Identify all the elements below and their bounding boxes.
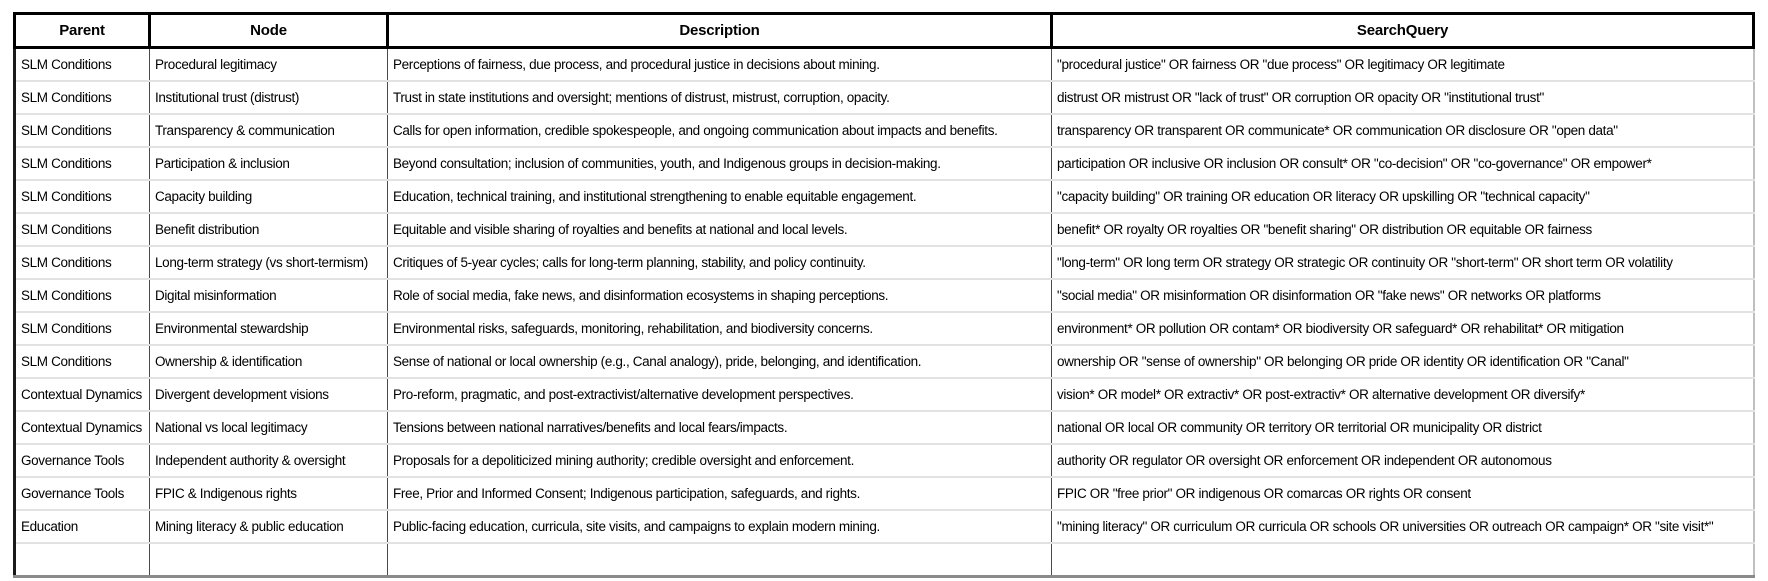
cell-description[interactable]: Tensions between national narratives/benefits and local fears/impacts. bbox=[388, 411, 1052, 444]
cell-description[interactable]: Perceptions of fairness, due process, and procedural justice in decisions about mining. bbox=[388, 48, 1052, 82]
table-row bbox=[15, 444, 1754, 477]
coding-scheme-table bbox=[13, 12, 1755, 578]
cell-parent[interactable]: Governance Tools bbox=[15, 444, 150, 477]
cell-searchquery[interactable]: benefit* OR royalty OR royalties OR "benefit sharing" OR distribution OR equitable OR fairness bbox=[1052, 213, 1754, 246]
cell-description[interactable]: Beyond consultation; inclusion of communities, youth, and Indigenous groups in decision-making. bbox=[388, 147, 1052, 180]
cell-description[interactable]: Trust in state institutions and oversight; mentions of distrust, mistrust, corruption, opacity. bbox=[388, 81, 1052, 114]
cell-searchquery[interactable] bbox=[1052, 543, 1754, 577]
cell-description[interactable]: Sense of national or local ownership (e.g., Canal analogy), pride, belonging, and identification. bbox=[388, 345, 1052, 378]
cell-parent[interactable]: SLM Conditions bbox=[15, 246, 150, 279]
cell-node[interactable]: Digital misinformation bbox=[150, 279, 388, 312]
cell-description[interactable] bbox=[388, 543, 1052, 577]
cell-description[interactable]: Public-facing education, curricula, site visits, and campaigns to explain modern mining. bbox=[388, 510, 1052, 543]
cell-description[interactable]: Proposals for a depoliticized mining authority; credible oversight and enforcement. bbox=[388, 444, 1052, 477]
cell-parent[interactable] bbox=[15, 543, 150, 577]
table-row bbox=[15, 114, 1754, 147]
cell-parent[interactable]: Contextual Dynamics bbox=[15, 411, 150, 444]
cell-node[interactable]: Benefit distribution bbox=[150, 213, 388, 246]
cell-searchquery[interactable]: environment* OR pollution OR contam* OR biodiversity OR safeguard* OR rehabilitat* OR mitigation bbox=[1052, 312, 1754, 345]
cell-description[interactable]: Education, technical training, and institutional strengthening to enable equitable engagement. bbox=[388, 180, 1052, 213]
header-row bbox=[15, 14, 1754, 48]
cell-parent[interactable]: SLM Conditions bbox=[15, 345, 150, 378]
cell-searchquery[interactable]: vision* OR model* OR extractiv* OR post-extractiv* OR alternative development OR diversify* bbox=[1052, 378, 1754, 411]
cell-parent[interactable]: SLM Conditions bbox=[15, 312, 150, 345]
cell-node[interactable]: Independent authority & oversight bbox=[150, 444, 388, 477]
cell-parent[interactable]: SLM Conditions bbox=[15, 180, 150, 213]
cell-node[interactable] bbox=[150, 543, 388, 577]
cell-parent[interactable]: Education bbox=[15, 510, 150, 543]
cell-parent[interactable]: SLM Conditions bbox=[15, 114, 150, 147]
cell-node[interactable]: Ownership & identification bbox=[150, 345, 388, 378]
cell-node[interactable]: Institutional trust (distrust) bbox=[150, 81, 388, 114]
table-row bbox=[15, 213, 1754, 246]
cell-searchquery[interactable]: FPIC OR "free prior" OR indigenous OR comarcas OR rights OR consent bbox=[1052, 477, 1754, 510]
cell-description[interactable]: Pro-reform, pragmatic, and post-extractivist/alternative development perspectives. bbox=[388, 378, 1052, 411]
cell-parent[interactable]: Contextual Dynamics bbox=[15, 378, 150, 411]
table-row bbox=[15, 81, 1754, 114]
cell-parent[interactable]: Governance Tools bbox=[15, 477, 150, 510]
table-row bbox=[15, 147, 1754, 180]
cell-node[interactable]: Long-term strategy (vs short-termism) bbox=[150, 246, 388, 279]
cell-parent[interactable]: SLM Conditions bbox=[15, 147, 150, 180]
cell-description[interactable]: Environmental risks, safeguards, monitoring, rehabilitation, and biodiversity concerns. bbox=[388, 312, 1052, 345]
cell-searchquery[interactable]: national OR local OR community OR territory OR territorial OR municipality OR district bbox=[1052, 411, 1754, 444]
cell-searchquery[interactable]: "social media" OR misinformation OR disinformation OR "fake news" OR networks OR platforms bbox=[1052, 279, 1754, 312]
cell-node[interactable]: Procedural legitimacy bbox=[150, 48, 388, 82]
cell-searchquery[interactable]: "procedural justice" OR fairness OR "due process" OR legitimacy OR legitimate bbox=[1052, 48, 1754, 82]
cell-searchquery[interactable]: authority OR regulator OR oversight OR enforcement OR independent OR autonomous bbox=[1052, 444, 1754, 477]
column-header-description[interactable]: Description bbox=[388, 14, 1052, 48]
table-row bbox=[15, 345, 1754, 378]
table-row bbox=[15, 411, 1754, 444]
cell-description[interactable]: Critiques of 5-year cycles; calls for long-term planning, stability, and policy continuity. bbox=[388, 246, 1052, 279]
cell-node[interactable]: Transparency & communication bbox=[150, 114, 388, 147]
cell-parent[interactable]: SLM Conditions bbox=[15, 81, 150, 114]
table-row bbox=[15, 510, 1754, 543]
cell-description[interactable]: Role of social media, fake news, and disinformation ecosystems in shaping perceptions. bbox=[388, 279, 1052, 312]
column-header-node[interactable]: Node bbox=[150, 14, 388, 48]
cell-searchquery[interactable]: "mining literacy" OR curriculum OR curricula OR schools OR universities OR outreach OR campaign* OR "site visit*" bbox=[1052, 510, 1754, 543]
cell-parent[interactable]: SLM Conditions bbox=[15, 213, 150, 246]
cell-description[interactable]: Equitable and visible sharing of royalties and benefits at national and local levels. bbox=[388, 213, 1052, 246]
cell-searchquery[interactable]: "capacity building" OR training OR education OR literacy OR upskilling OR "technical capacity" bbox=[1052, 180, 1754, 213]
cell-searchquery[interactable]: distrust OR mistrust OR "lack of trust" OR corruption OR opacity OR "institutional trust" bbox=[1052, 81, 1754, 114]
cell-parent[interactable]: SLM Conditions bbox=[15, 48, 150, 82]
table-body bbox=[15, 48, 1754, 577]
cell-searchquery[interactable]: ownership OR "sense of ownership" OR belonging OR pride OR identity OR identification OR "Canal" bbox=[1052, 345, 1754, 378]
cell-searchquery[interactable]: transparency OR transparent OR communicate* OR communication OR disclosure OR "open data" bbox=[1052, 114, 1754, 147]
table-row bbox=[15, 48, 1754, 82]
cell-parent[interactable]: SLM Conditions bbox=[15, 279, 150, 312]
cell-node[interactable]: FPIC & Indigenous rights bbox=[150, 477, 388, 510]
table-row bbox=[15, 312, 1754, 345]
cell-node[interactable]: National vs local legitimacy bbox=[150, 411, 388, 444]
table-row bbox=[15, 477, 1754, 510]
table-row bbox=[15, 246, 1754, 279]
cell-node[interactable]: Environmental stewardship bbox=[150, 312, 388, 345]
cell-node[interactable]: Participation & inclusion bbox=[150, 147, 388, 180]
cell-node[interactable]: Divergent development visions bbox=[150, 378, 388, 411]
column-header-parent[interactable]: Parent bbox=[15, 14, 150, 48]
table-row bbox=[15, 543, 1754, 577]
cell-description[interactable]: Free, Prior and Informed Consent; Indigenous participation, safeguards, and rights. bbox=[388, 477, 1052, 510]
table-row bbox=[15, 180, 1754, 213]
column-header-searchquery[interactable]: SearchQuery bbox=[1052, 14, 1754, 48]
cell-node[interactable]: Capacity building bbox=[150, 180, 388, 213]
cell-searchquery[interactable]: "long-term" OR long term OR strategy OR strategic OR continuity OR "short-term" OR short term OR volatility bbox=[1052, 246, 1754, 279]
table-row bbox=[15, 378, 1754, 411]
cell-description[interactable]: Calls for open information, credible spokespeople, and ongoing communication about impacts and benefits. bbox=[388, 114, 1052, 147]
table-row bbox=[15, 279, 1754, 312]
cell-node[interactable]: Mining literacy & public education bbox=[150, 510, 388, 543]
cell-searchquery[interactable]: participation OR inclusive OR inclusion OR consult* OR "co-decision" OR "co-governance" OR empower* bbox=[1052, 147, 1754, 180]
